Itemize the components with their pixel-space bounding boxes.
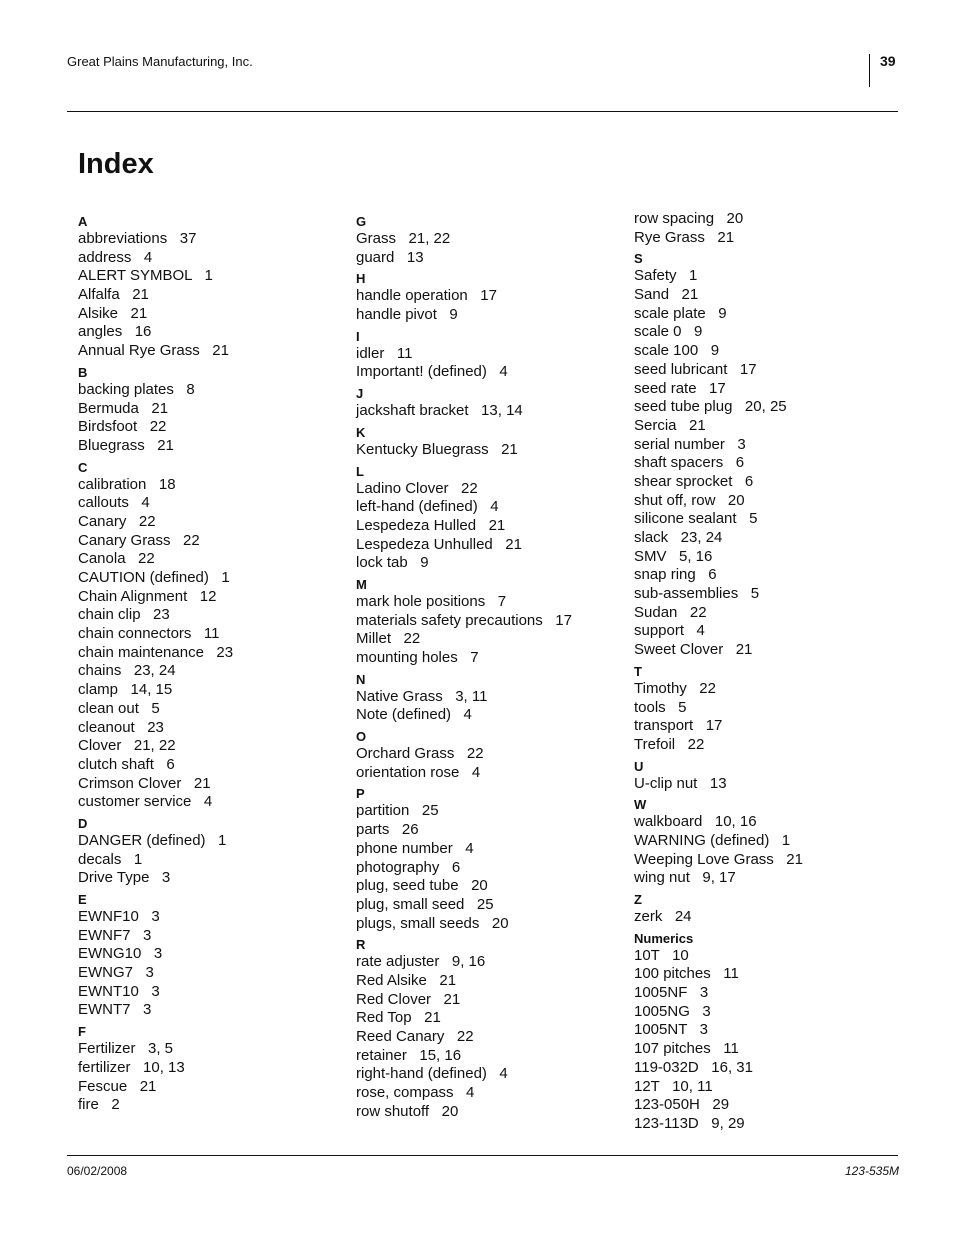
index-entry: EWNF10 3 — [78, 908, 160, 925]
index-entry: Lespedeza Unhulled 21 — [356, 535, 522, 553]
index-entry: clamp 14, 15 — [78, 681, 173, 699]
index-entry: lock tab 9 — [356, 554, 429, 572]
index-entry: serial number 3 — [634, 435, 746, 453]
index-entry: mark hole positions 7 — [356, 592, 507, 610]
index-entry: mounting holes 7 — [356, 649, 479, 666]
index-entry: 12T 10, 11 — [634, 1077, 713, 1095]
index-entry: Important! (defined) 4 — [356, 363, 508, 381]
index-entry: EWNF7 3 — [78, 926, 152, 944]
index-entry: sub-assemblies 5 — [634, 585, 760, 603]
index-entry: Red Alsike 21 — [356, 971, 457, 989]
index-letter-heading: H — [356, 271, 366, 287]
index-entry: Canary 22 — [78, 512, 156, 530]
index-entry: Bluegrass 21 — [78, 436, 174, 454]
index-entry: Alfalfa 21 — [78, 286, 149, 304]
index-entry: Sand 21 — [634, 286, 699, 304]
index-entry: Rye Grass 21 — [634, 228, 735, 246]
index-entry: Drive Type 3 — [78, 869, 171, 887]
index-entry: shut off, row 20 — [634, 491, 745, 509]
index-entry: Grass 21, 22 — [356, 230, 451, 247]
index-letter-heading: D — [78, 815, 88, 831]
index-entry: Reed Canary 22 — [356, 1028, 474, 1045]
index-entry: 10T 10 — [634, 946, 689, 964]
index-entry: DANGER (defined) 1 — [78, 831, 227, 849]
index-entry: chains 23, 24 — [78, 662, 176, 680]
index-letter-heading: U — [634, 758, 644, 774]
index-entry: seed rate 17 — [634, 379, 726, 397]
index-entry: rose, compass 4 — [356, 1084, 475, 1102]
page-number: 39 — [880, 53, 896, 69]
index-entry: EWNT10 3 — [78, 982, 160, 1000]
index-entry: plugs, small seeds 20 — [356, 914, 509, 932]
index-entry: Sudan 22 — [634, 603, 707, 621]
index-entry: idler 11 — [356, 344, 413, 362]
index-entry: orientation rose 4 — [356, 763, 481, 781]
index-entry: Fertilizer 3, 5 — [78, 1040, 174, 1058]
index-letter-heading: W — [634, 797, 647, 813]
index-letter-heading: A — [78, 214, 88, 229]
index-letter-heading: L — [356, 463, 364, 479]
index-entry: slack 23, 24 — [634, 529, 723, 546]
index-entry: 123-050H 29 — [634, 1096, 730, 1114]
index-entry: clean out 5 — [78, 699, 160, 717]
index-entry: customer service 4 — [78, 793, 213, 811]
index-entry: scale 100 9 — [634, 342, 720, 360]
index-entry: transport 17 — [634, 717, 723, 735]
index-entry: parts 26 — [356, 821, 419, 839]
index-entry: 1005NG 3 — [634, 1002, 711, 1020]
index-entry: 1005NF 3 — [634, 984, 709, 1002]
index-entry: left-hand (defined) 4 — [356, 498, 499, 516]
company-name: Great Plains Manufacturing, Inc. — [67, 54, 253, 69]
index-entry: address 4 — [78, 248, 153, 266]
footer-rule — [67, 1155, 898, 1156]
index-entry: Alsike 21 — [78, 304, 148, 322]
index-entry: jackshaft bracket 13, 14 — [356, 402, 523, 420]
index-entry: partition 25 — [356, 802, 439, 820]
index-entry: U-clip nut 13 — [634, 774, 727, 792]
index-entry: Red Top 21 — [356, 1009, 441, 1027]
index-entry: handle pivot 9 — [356, 306, 458, 324]
index-letter-heading: B — [78, 364, 88, 380]
index-entry: 100 pitches 11 — [634, 965, 739, 983]
index-entry: tools 5 — [634, 698, 687, 716]
index-entry: phone number 4 — [356, 839, 474, 857]
index-letter-heading: P — [356, 786, 365, 802]
index-letter-heading: K — [356, 424, 366, 440]
index-letter-heading: T — [634, 663, 642, 679]
index-entry: Sweet Clover 21 — [634, 641, 753, 659]
index-entry: 119-032D 16, 31 — [634, 1058, 753, 1076]
index-entry: chain clip 23 — [78, 606, 170, 624]
index-entry: abbreviations 37 — [78, 230, 197, 247]
index-letter-heading: F — [78, 1024, 86, 1040]
footer-doc-number: 123-535M — [844, 1164, 899, 1178]
index-entry: plug, seed tube 20 — [356, 877, 488, 895]
index-letter-heading: N — [356, 671, 366, 687]
index-entry: scale plate 9 — [634, 304, 727, 322]
index-entry: Lespedeza Hulled 21 — [356, 516, 506, 534]
index-entry: chain maintenance 23 — [78, 643, 234, 661]
index-entry: row spacing 20 — [634, 210, 744, 227]
index-entry: seed tube plug 20, 25 — [634, 398, 787, 416]
index-entry: support 4 — [634, 622, 705, 640]
index-entry: fertilizer 10, 13 — [78, 1058, 185, 1076]
index-entry: Annual Rye Grass 21 — [78, 342, 229, 360]
index-entry: seed lubricant 17 — [634, 360, 757, 378]
index-entry: walkboard 10, 16 — [634, 813, 757, 831]
index-entry: plug, small seed 25 — [356, 895, 494, 913]
page-title: Index — [78, 148, 154, 180]
index-entry: CAUTION (defined) 1 — [78, 569, 230, 586]
index-entry: Canola 22 — [78, 550, 155, 568]
index-entry: photography 6 — [356, 858, 461, 876]
index-entry: Sercia 21 — [634, 416, 706, 434]
index-entry: Safety 1 — [634, 267, 698, 285]
index-entry: Red Clover 21 — [356, 990, 461, 1008]
index-letter-heading: J — [356, 386, 364, 402]
index-entry: Native Grass 3, 11 — [356, 687, 488, 705]
index-entry: cleanout 23 — [78, 718, 164, 736]
index-entry: fire 2 — [78, 1096, 120, 1114]
index-entry: Orchard Grass 22 — [356, 745, 484, 763]
index-entry: 107 pitches 11 — [634, 1040, 739, 1058]
index-entry: EWNG7 3 — [78, 964, 154, 982]
index-entry: Ladino Clover 22 — [356, 479, 478, 497]
index-entry: wing nut 9, 17 — [634, 869, 736, 887]
index-entry: EWNG10 3 — [78, 945, 163, 963]
index-entry: callouts 4 — [78, 494, 150, 512]
index-entry: ALERT SYMBOL 1 — [78, 267, 213, 285]
index-entry: rate adjuster 9, 16 — [356, 953, 486, 971]
index-entry: Weeping Love Grass 21 — [634, 850, 803, 868]
index-entry: Note (defined) 4 — [356, 706, 472, 724]
index-entry: materials safety precautions 17 — [356, 611, 572, 629]
index-entry: Birdsfoot 22 — [78, 418, 167, 436]
index-letter-heading: Z — [634, 892, 642, 907]
index-entry: handle operation 17 — [356, 287, 497, 305]
index-column-3 — [634, 210, 904, 1134]
index-entry: Clover 21, 22 — [78, 737, 176, 755]
index-entry: Millet 22 — [356, 630, 421, 648]
index-letter-heading: I — [356, 328, 360, 344]
index-entry: Bermuda 21 — [78, 399, 169, 417]
index-entry: Trefoil 22 — [634, 735, 705, 753]
index-entry: Fescue 21 — [78, 1077, 157, 1095]
index-entry: clutch shaft 6 — [78, 755, 175, 773]
index-entry: shaft spacers 6 — [634, 454, 745, 472]
index-column-1 — [78, 210, 348, 1115]
index-letter-heading: R — [356, 937, 366, 953]
index-entry: Timothy 22 — [634, 679, 716, 697]
index-entry: 123-113D 9, 29 — [634, 1114, 745, 1132]
index-letter-heading: C — [78, 459, 88, 475]
index-entry: Canary Grass 22 — [78, 531, 200, 549]
index-entry: Kentucky Bluegrass 21 — [356, 440, 518, 458]
index-letter-heading: E — [78, 892, 87, 907]
index-letter-heading: G — [356, 214, 367, 229]
index-entry: calibration 18 — [78, 475, 176, 493]
index-entry: zerk 24 — [634, 908, 692, 925]
index-entry: 1005NT 3 — [634, 1021, 708, 1039]
index-letter-heading: Numerics — [634, 930, 694, 946]
index-letter-heading: S — [634, 251, 643, 267]
index-entry: WARNING (defined) 1 — [634, 831, 791, 849]
index-entry: silicone sealant 5 — [634, 510, 758, 528]
index-letter-heading: M — [356, 576, 367, 592]
index-entry: EWNT7 3 — [78, 1001, 152, 1019]
header-rule — [67, 111, 898, 112]
index-entry: SMV 5, 16 — [634, 547, 713, 565]
index-entry: snap ring 6 — [634, 566, 717, 584]
index-entry: right-hand (defined) 4 — [356, 1065, 508, 1083]
header-divider — [869, 54, 870, 87]
index-entry: guard 13 — [356, 248, 424, 266]
index-entry: Chain Alignment 12 — [78, 587, 217, 605]
index-column-2 — [356, 210, 626, 1121]
index-entry: angles 16 — [78, 323, 152, 341]
footer-date: 06/02/2008 — [67, 1164, 128, 1178]
index-entry: chain connectors 11 — [78, 625, 220, 643]
index-entry: shear sprocket 6 — [634, 472, 754, 490]
index-entry: decals 1 — [78, 850, 143, 868]
index-entry: retainer 15, 16 — [356, 1046, 462, 1064]
index-entry: row shutoff 20 — [356, 1102, 459, 1120]
index-entry: backing plates 8 — [78, 380, 195, 398]
index-letter-heading: O — [356, 729, 367, 745]
index-entry: Crimson Clover 21 — [78, 774, 211, 792]
index-entry: scale 0 9 — [634, 323, 703, 341]
